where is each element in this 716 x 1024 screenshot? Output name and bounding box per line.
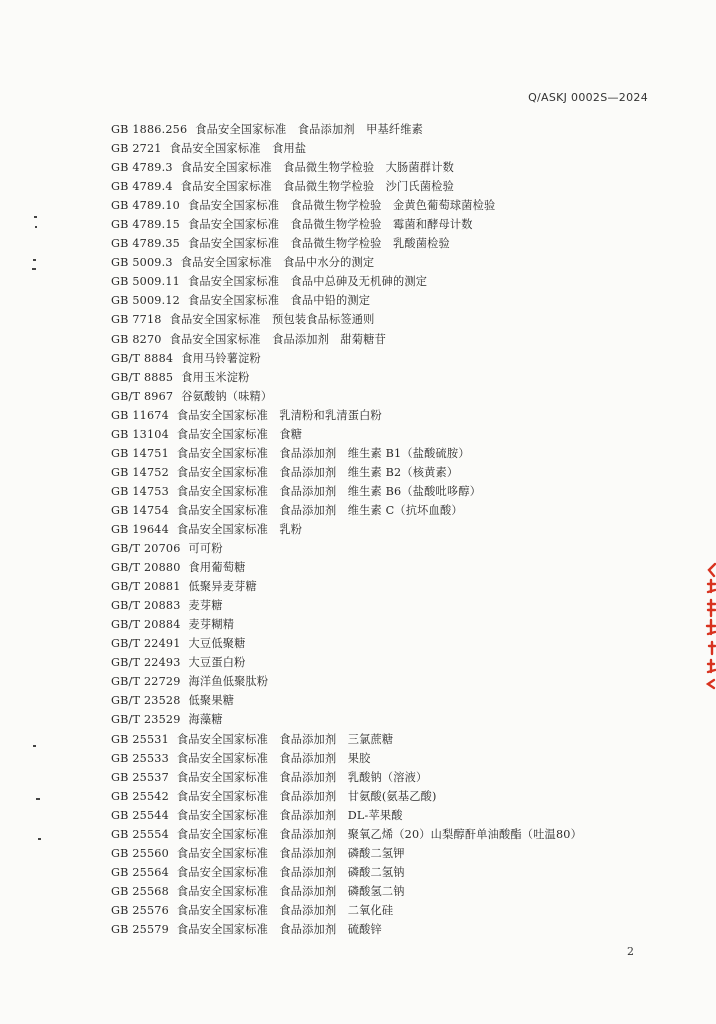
standard-title: 食品安全国家标准 食品添加剂 甲基纤维素 xyxy=(195,123,424,136)
standard-entry xyxy=(111,920,582,939)
standard-entry xyxy=(111,520,582,539)
scan-mark xyxy=(38,838,41,840)
standard-code: GB/T 8884 xyxy=(111,351,174,365)
standard-code: GB 25537 xyxy=(111,770,169,784)
standard-entry xyxy=(111,463,582,482)
standard-entry xyxy=(111,787,582,806)
standard-code: GB 4789.15 xyxy=(111,218,180,232)
standard-code: GB/T 8885 xyxy=(111,370,174,384)
standard-title: 食品安全国家标准 食品添加剂 聚氧乙烯（20）山梨醇酐单油酸酯（吐温80） xyxy=(176,827,582,841)
standard-entry xyxy=(111,501,582,520)
standard-title: 食用葡萄糖 xyxy=(188,561,246,575)
standard-title: 食品安全国家标准 食品添加剂 维生素 B2（核黄素） xyxy=(176,465,459,479)
standard-code: GB/T 22729 xyxy=(111,675,181,689)
standard-code: GB 19644 xyxy=(111,522,169,536)
standard-entry xyxy=(111,330,582,349)
standard-title: 食用马铃薯淀粉 xyxy=(181,351,261,365)
standard-entry xyxy=(111,863,582,882)
standard-title: 食品安全国家标准 食品添加剂 磷酸氢二钠 xyxy=(176,884,405,898)
standard-entry xyxy=(111,691,582,710)
standard-code: GB 25564 xyxy=(111,865,169,879)
standard-entry xyxy=(111,730,582,749)
standard-title: 食品安全国家标准 食品添加剂 维生素 C（抗坏血酸） xyxy=(176,503,463,517)
standard-entry xyxy=(111,882,582,901)
standard-code: GB/T 20884 xyxy=(111,618,181,632)
standard-title: 低聚异麦芽糖 xyxy=(188,580,257,594)
standard-code: GB/T 20880 xyxy=(111,561,181,575)
page-number: 2 xyxy=(627,945,634,958)
scan-mark xyxy=(35,226,37,228)
standard-title: 食品安全国家标准 食品添加剂 磷酸二氢钠 xyxy=(176,865,405,879)
document-code: Q/ASKJ 0002S—2024 xyxy=(528,91,648,104)
standard-title: 食用玉米淀粉 xyxy=(181,370,250,384)
standard-entry xyxy=(111,349,582,368)
standard-title: 食品安全国家标准 食品中水分的测定 xyxy=(180,256,375,270)
scan-mark xyxy=(32,268,36,270)
standard-entry xyxy=(111,558,582,577)
standard-title: 食品安全国家标准 食品中铅的测定 xyxy=(187,294,371,308)
standard-code: GB 14751 xyxy=(111,446,169,460)
standard-title: 食品安全国家标准 乳粉 xyxy=(176,522,303,536)
stamp-fragment xyxy=(702,560,716,690)
standard-entry xyxy=(111,310,582,329)
standard-entry xyxy=(111,482,582,501)
standard-code: GB 25544 xyxy=(111,808,169,822)
standard-title: 海洋鱼低聚肽粉 xyxy=(188,675,269,689)
scan-mark xyxy=(33,745,36,747)
standard-code: GB 25576 xyxy=(111,903,169,917)
standard-code: GB 5009.3 xyxy=(111,256,173,270)
standard-entry xyxy=(111,253,582,272)
standard-title: 食品安全国家标准 食品添加剂 乳酸钠（溶液） xyxy=(176,770,428,784)
standard-code: GB/T 22493 xyxy=(111,656,181,670)
standard-entry xyxy=(111,710,582,729)
standard-code: GB 25568 xyxy=(111,884,169,898)
standard-entry xyxy=(111,139,582,158)
standard-title: 食品安全国家标准 食品微生物学检验 沙门氏菌检验 xyxy=(180,180,454,194)
standard-code: GB 25560 xyxy=(111,846,169,860)
standard-title: 食品安全国家标准 食品微生物学检验 霉菌和酵母计数 xyxy=(187,218,473,232)
standard-code: GB 4789.3 xyxy=(111,161,173,175)
standard-title: 大豆蛋白粉 xyxy=(188,656,246,670)
standard-code: GB/T 8967 xyxy=(111,389,174,403)
standard-title: 食品安全国家标准 乳清粉和乳清蛋白粉 xyxy=(176,408,382,422)
standard-entry xyxy=(111,901,582,920)
standard-entry xyxy=(111,120,582,139)
standard-title: 食品安全国家标准 食用盐 xyxy=(169,142,307,156)
standard-code: GB/T 23529 xyxy=(111,713,181,727)
standard-entry xyxy=(111,749,582,768)
standard-title: 食品安全国家标准 食品添加剂 三氯蔗糖 xyxy=(176,732,394,746)
standard-entry xyxy=(111,196,582,215)
standard-code: GB 5009.11 xyxy=(111,275,180,289)
scan-mark xyxy=(36,798,40,800)
standard-title: 食品安全国家标准 食品添加剂 甘氨酸(氨基乙酸) xyxy=(176,789,437,803)
standard-title: 食品安全国家标准 食品微生物学检验 大肠菌群计数 xyxy=(180,161,454,175)
standard-title: 食品安全国家标准 食品中总砷及无机砷的测定 xyxy=(187,275,428,289)
standard-entry xyxy=(111,615,582,634)
standard-code: GB 25542 xyxy=(111,789,169,803)
standard-entry xyxy=(111,368,582,387)
standard-code: GB 25531 xyxy=(111,732,169,746)
standard-title: 食品安全国家标准 预包装食品标签通则 xyxy=(169,313,375,327)
standard-entry xyxy=(111,825,582,844)
standard-entry xyxy=(111,387,582,406)
standard-code: GB/T 20881 xyxy=(111,580,181,594)
standard-title: 食品安全国家标准 食品添加剂 磷酸二氢钾 xyxy=(176,846,405,860)
standard-code: GB/T 23528 xyxy=(111,694,181,708)
standard-entry xyxy=(111,806,582,825)
standard-entry xyxy=(111,215,582,234)
standard-code: GB 14753 xyxy=(111,484,169,498)
standard-entry xyxy=(111,406,582,425)
standard-entry xyxy=(111,653,582,672)
standard-title: 海藻糖 xyxy=(188,713,223,727)
standard-entry xyxy=(111,177,582,196)
standard-entry xyxy=(111,291,582,310)
standard-title: 麦芽糊精 xyxy=(188,618,235,632)
standard-entry xyxy=(111,158,582,177)
standard-title: 低聚果糖 xyxy=(188,694,235,708)
standard-code: GB 25579 xyxy=(111,922,169,936)
standard-entry xyxy=(111,234,582,253)
standard-title: 食品安全国家标准 食品微生物学检验 乳酸菌检验 xyxy=(187,237,450,251)
standard-title: 谷氨酸钠（味精） xyxy=(181,389,273,403)
standard-title: 食品安全国家标准 食品添加剂 维生素 B1（盐酸硫胺） xyxy=(176,446,470,460)
standard-title: 食品安全国家标准 食品添加剂 DL-苹果酸 xyxy=(176,808,403,822)
standard-title: 可可粉 xyxy=(188,542,223,556)
standard-code: GB 11674 xyxy=(111,408,169,422)
standard-title: 食品安全国家标准 食品添加剂 维生素 B6（盐酸吡哆醇） xyxy=(176,484,482,498)
standard-entry xyxy=(111,672,582,691)
standard-entry xyxy=(111,596,582,615)
standard-entry xyxy=(111,844,582,863)
standard-code: GB 25533 xyxy=(111,751,169,765)
standard-code: GB 8270 xyxy=(111,332,162,346)
standard-code: GB 7718 xyxy=(111,313,162,327)
scan-mark xyxy=(33,259,36,261)
standard-title: 食品安全国家标准 食品添加剂 果胶 xyxy=(176,751,371,765)
standard-code: GB 4789.10 xyxy=(111,199,180,213)
standard-title: 食品安全国家标准 食品添加剂 硫酸锌 xyxy=(176,922,382,936)
standard-entry xyxy=(111,577,582,596)
standard-title: 食品安全国家标准 食品微生物学检验 金黄色葡萄球菌检验 xyxy=(187,199,496,213)
standard-code: GB/T 20883 xyxy=(111,599,181,613)
standard-entry xyxy=(111,444,582,463)
standard-code: GB/T 20706 xyxy=(111,542,181,556)
standard-code: GB/T 22491 xyxy=(111,637,181,651)
standards-list xyxy=(111,120,582,939)
standard-code: GB 1886.256 xyxy=(111,123,188,136)
standard-code: GB 13104 xyxy=(111,427,169,441)
standard-code: GB 5009.12 xyxy=(111,294,180,308)
standard-entry xyxy=(111,539,582,558)
standard-entry xyxy=(111,425,582,444)
standard-entry xyxy=(111,768,582,787)
standard-code: GB 25554 xyxy=(111,827,169,841)
standard-title: 食品安全国家标准 食糖 xyxy=(176,427,303,441)
standard-code: GB 4789.35 xyxy=(111,237,180,251)
standard-entry xyxy=(111,634,582,653)
standard-code: GB 14752 xyxy=(111,465,169,479)
scan-mark xyxy=(34,216,37,218)
standard-code: GB 4789.4 xyxy=(111,180,173,194)
standard-title: 食品安全国家标准 食品添加剂 二氧化硅 xyxy=(176,903,394,917)
standard-title: 麦芽糖 xyxy=(188,599,223,613)
standard-code: GB 14754 xyxy=(111,503,169,517)
standard-code: GB 2721 xyxy=(111,142,162,156)
standard-title: 大豆低聚糖 xyxy=(188,637,246,651)
standard-title: 食品安全国家标准 食品添加剂 甜菊糖苷 xyxy=(169,332,386,346)
standard-entry xyxy=(111,272,582,291)
